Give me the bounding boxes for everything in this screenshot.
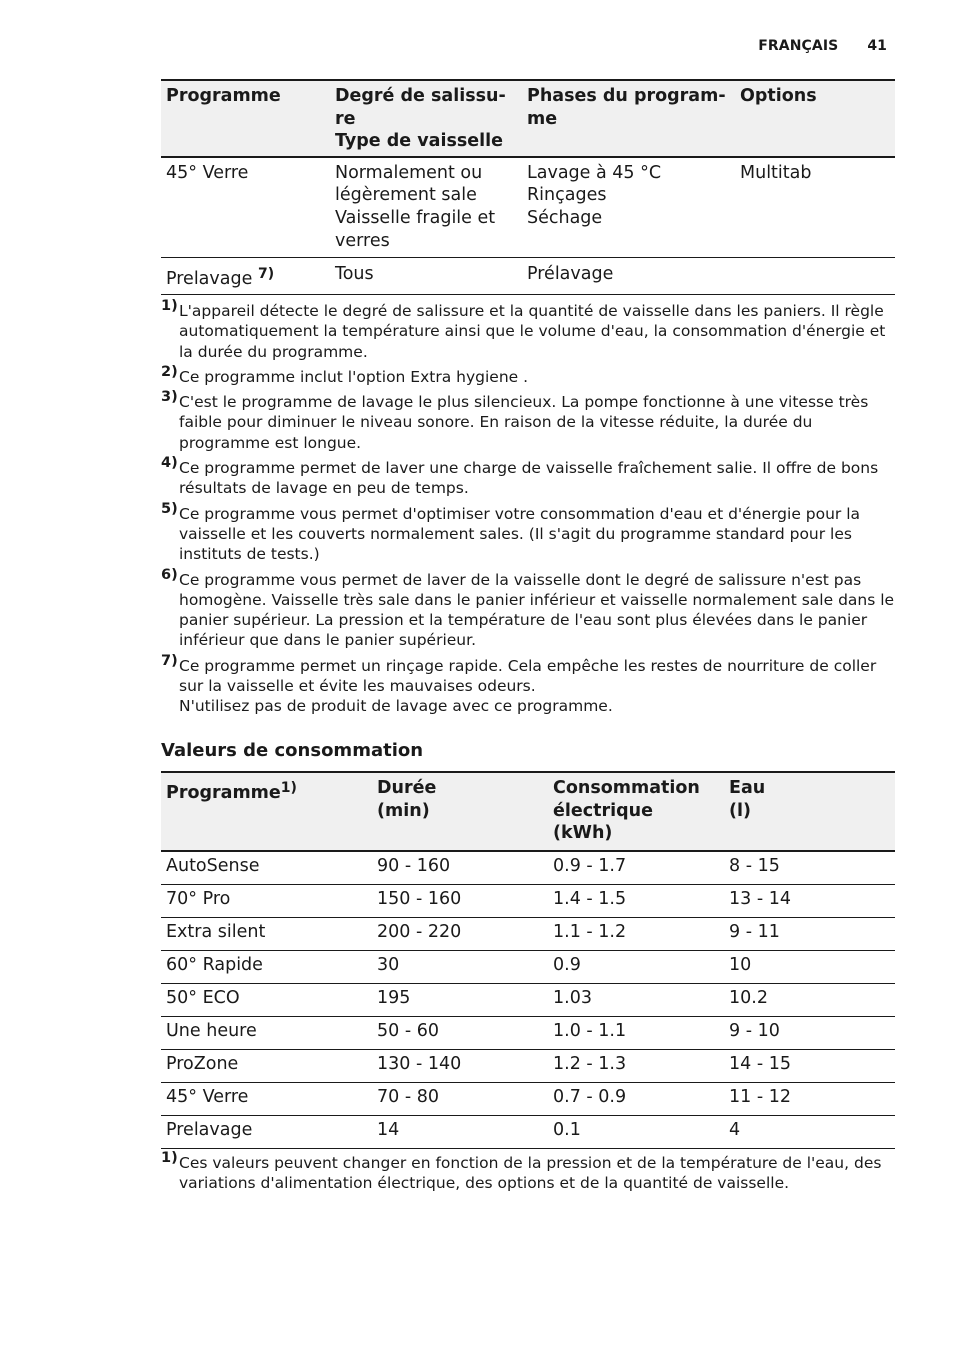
page-number: 41: [867, 38, 887, 54]
footnote-text: Ce programme inclut l'option Extra hygiene .: [179, 367, 529, 386]
cell-programme: Extra silent: [166, 921, 266, 942]
cell-phases: Prélavage: [527, 264, 614, 285]
cell-programme: [161, 157, 330, 258]
header-duration: Durée (min): [377, 778, 437, 821]
cell-energy: 0.1: [553, 1119, 581, 1140]
cell-degree: Normalement ou légèrement sale Vaisselle fragile et verres: [335, 162, 496, 251]
header-programme: Programme: [166, 86, 281, 106]
footnote: [161, 652, 901, 717]
cell-options: [735, 258, 895, 295]
cell-duration: 14: [377, 1119, 400, 1140]
header-programme: [161, 772, 372, 851]
cell-options: Multitab: [740, 162, 812, 183]
footnote-text: Ce programme permet un rinçage rapide. Cela empêche les restes de nourriture de coller sur la vaisselle et évite les mauvaises odeurs.: [179, 656, 877, 696]
footnote-ref: 7): [257, 266, 275, 283]
header-water: Eau (l): [729, 778, 766, 821]
header-degree: Degré de salissu- re Type de vaisselle: [335, 86, 506, 152]
table-row: [161, 1082, 895, 1115]
cell-energy: 1.03: [553, 987, 592, 1008]
header-options: Options: [740, 86, 817, 106]
cell-degree: Tous: [335, 264, 374, 285]
cell-duration: 90 - 160: [377, 855, 451, 876]
footnote-number: 4): [161, 455, 178, 472]
footnote-text: Ce programme vous permet d'optimiser votre consommation d'eau et d'énergie pour la vaisselle et les couverts normalement sales. (Il s'agit du programme standard pour les instituts de tests.): [179, 504, 861, 564]
program-table: [161, 79, 895, 295]
footnote: [161, 298, 901, 362]
cell-programme: 50° ECO: [166, 987, 240, 1008]
table-row: [161, 1049, 895, 1082]
cell-water: 10.2: [729, 987, 768, 1008]
cell-duration: 150 - 160: [377, 888, 462, 909]
table-row: [161, 950, 895, 983]
footnote: [161, 363, 901, 387]
header-programme-label: Programme: [166, 783, 281, 803]
cell-duration: 195: [377, 987, 411, 1008]
cell-programme: 45° Verre: [166, 1086, 249, 1107]
footnote-text: Ces valeurs peuvent changer en fonction de la pression et de la température de l'eau, des variations d'alimentation électrique, des options et de la quantité de vaisselle.: [179, 1154, 882, 1193]
footnote-extra-text: N'utilisez pas de produit de lavage avec ce programme.: [179, 697, 613, 716]
cell-programme: ProZone: [166, 1053, 239, 1074]
table-row: [161, 1115, 895, 1148]
table-row: [161, 157, 895, 258]
footnotes: [161, 298, 901, 722]
consumption-table: [161, 771, 895, 1149]
table-row: [161, 884, 895, 917]
cell-water: 11 - 12: [729, 1086, 791, 1107]
table-row: [161, 983, 895, 1016]
cell-water: 10: [729, 954, 752, 975]
footnote-number: 6): [161, 566, 178, 583]
consumption-footnote: [161, 1150, 919, 1194]
cell-energy: 1.1 - 1.2: [553, 921, 627, 942]
programme-name: 45° Verre: [166, 162, 249, 183]
table-row: [161, 917, 895, 950]
footnote-text: Ce programme permet de laver une charge de vaisselle fraîchement salie. Il offre de bons résultats de lavage en peu de temps.: [179, 459, 879, 498]
cell-water: 4: [729, 1119, 741, 1140]
footnote-number: 5): [161, 500, 178, 517]
header-energy: Consommation électrique (kWh): [553, 778, 700, 844]
cell-energy: 0.9 - 1.7: [553, 855, 627, 876]
footnote: [161, 500, 901, 565]
cell-programme: 60° Rapide: [166, 954, 263, 975]
footnote-number: 3): [161, 389, 178, 406]
footnote-text: L'appareil détecte le degré de salissure et la quantité de vaisselle dans les paniers. Il règle automatiquement la température ainsi que le volume d'eau, la consommation d'énergie et la durée du programme.: [179, 302, 886, 361]
cell-water: 14 - 15: [729, 1053, 791, 1074]
table-row: [161, 851, 895, 885]
cell-energy: 0.9: [553, 954, 581, 975]
cell-programme: Prelavage: [166, 1119, 253, 1140]
footnote-number: 2): [161, 363, 178, 380]
cell-duration: 30: [377, 954, 400, 975]
header-phases: Phases du program- me: [527, 86, 726, 129]
footnote-text: C'est le programme de lavage le plus silencieux. La pompe fonctionne à une vitesse très faible pour diminuer le niveau sonore. En raison de la vitesse réduite, la durée du programme est longue.: [179, 393, 869, 452]
cell-programme: AutoSense: [166, 855, 260, 876]
cell-water: 8 - 15: [729, 855, 780, 876]
footnote-number: 1): [161, 298, 178, 314]
cell-duration: 130 - 140: [377, 1053, 462, 1074]
language-label: FRANÇAIS: [758, 38, 839, 54]
footnote-number: 7): [161, 652, 178, 669]
footnote-ref: 1): [280, 780, 297, 796]
table-row: [161, 258, 895, 295]
table-row: [161, 1016, 895, 1049]
cell-water: 13 - 14: [729, 888, 791, 909]
cell-duration: 200 - 220: [377, 921, 462, 942]
cell-energy: 0.7 - 0.9: [553, 1086, 627, 1107]
footnote: [161, 455, 901, 499]
page-header: [758, 38, 887, 54]
cell-water: 9 - 10: [729, 1020, 780, 1041]
cell-energy: 1.4 - 1.5: [553, 888, 627, 909]
footnote-text: Ce programme vous permet de laver de la vaisselle dont le degré de salissure n'est pas homogène. Vaisselle très sale dans le panier inférieur et vaisselle normalement sale dans le panier supérieur. La pression et la température de l'eau sont plus élevées dans le panier inférieur que dans le panier supérieur.: [179, 570, 895, 650]
cell-water: 9 - 11: [729, 921, 780, 942]
footnote: [161, 566, 901, 651]
footnote: [161, 389, 901, 453]
cell-programme: Une heure: [166, 1020, 257, 1041]
program-table-header-row: [161, 80, 895, 157]
cell-programme: [161, 258, 330, 295]
cell-duration: 50 - 60: [377, 1020, 439, 1041]
cell-duration: 70 - 80: [377, 1086, 439, 1107]
cell-energy: 1.2 - 1.3: [553, 1053, 627, 1074]
consumption-table-header-row: [161, 772, 895, 851]
programme-name: Prelavage: [166, 269, 253, 290]
cell-programme: 70° Pro: [166, 888, 231, 909]
cell-phases: Lavage à 45 °C Rinçages Séchage: [527, 162, 662, 228]
section-title: Valeurs de consommation: [161, 740, 424, 761]
footnote-number: 1): [161, 1150, 178, 1166]
cell-energy: 1.0 - 1.1: [553, 1020, 627, 1041]
